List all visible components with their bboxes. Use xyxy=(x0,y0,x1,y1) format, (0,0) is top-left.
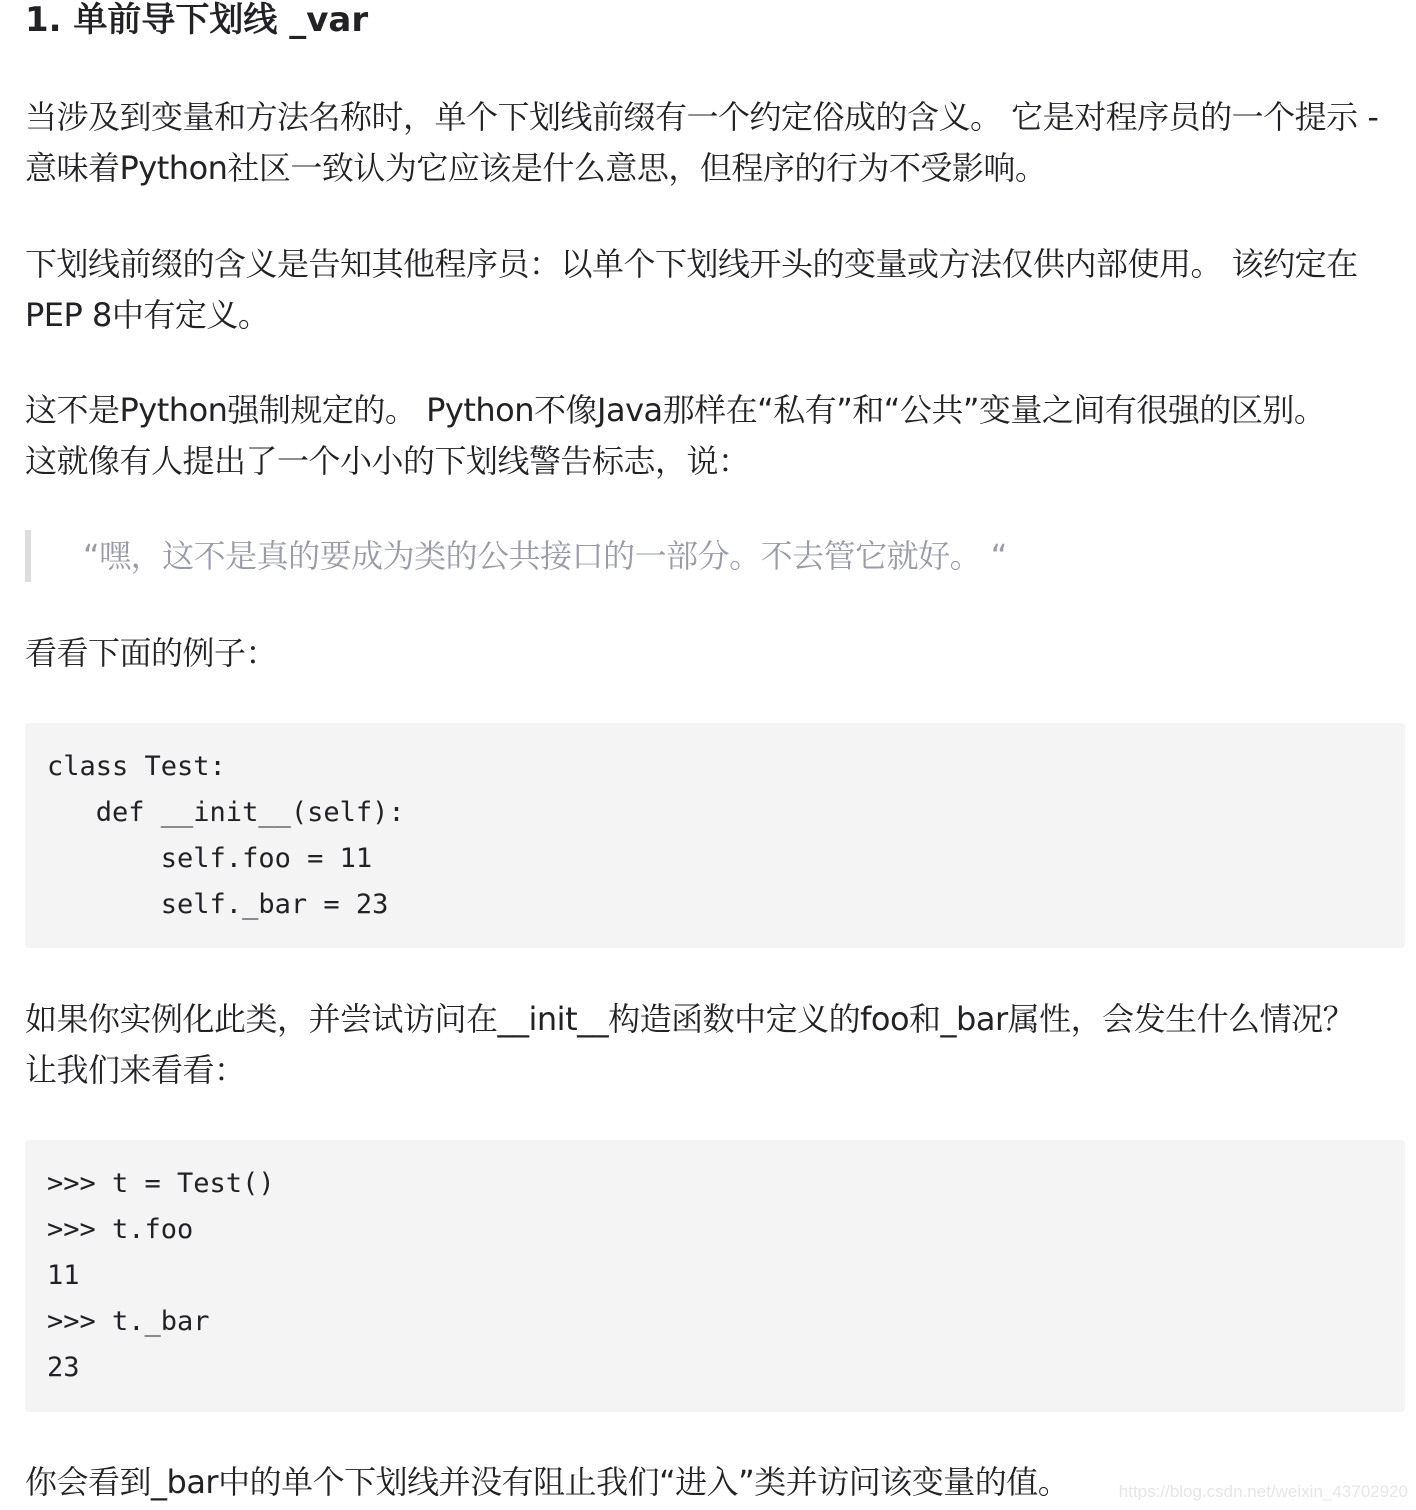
paragraph-line: 如果你实例化此类，并尝试访问在__init__构造函数中定义的foo和_bar属性，会发生什么情况？ xyxy=(25,1000,1355,1038)
code-line: self.foo = 11 xyxy=(47,843,373,874)
code-block-class-def xyxy=(25,723,1405,948)
section-heading: 1. 单前导下划线 _var xyxy=(25,0,369,40)
code-block-repl xyxy=(25,1140,1405,1412)
paragraph-example-intro xyxy=(25,628,1405,679)
code-line: class Test: xyxy=(47,751,226,782)
code-line: def __init__(self): xyxy=(47,797,405,828)
paragraph-line: 这不是Python强制规定的。 Python不像Java那样在“私有”和“公共”变量之间有很强的区别。 xyxy=(25,391,1326,429)
paragraph-line: 下划线前缀的含义是告知其他程序员：以单个下划线开头的变量或方法仅供内部使用。 该约定在 xyxy=(25,245,1358,283)
paragraph-line: 看看下面的例子： xyxy=(25,634,278,672)
paragraph-line: 让我们来看看： xyxy=(25,1051,246,1089)
code-line: >>> t = Test() xyxy=(47,1168,275,1199)
paragraph-line: 这就像有人提出了一个小小的下划线警告标志，说： xyxy=(25,442,750,480)
code-line: 23 xyxy=(47,1352,80,1383)
paragraph-question xyxy=(25,994,1405,1096)
paragraph-not-enforced xyxy=(25,385,1405,487)
watermark: https://blog.csdn.net/weixin_43702920 xyxy=(1118,1482,1408,1501)
blockquote: “嘿，这不是真的要成为类的公共接口的一部分。不去管它就好。 “ xyxy=(25,530,1405,582)
code-line: 11 xyxy=(47,1260,80,1291)
paragraph-meaning xyxy=(25,239,1405,341)
code-line: self._bar = 23 xyxy=(47,889,389,920)
paragraph-line: 你会看到_bar中的单个下划线并没有阻止我们“进入”类并访问该变量的值。 xyxy=(25,1463,1070,1501)
paragraph-line: 意味着Python社区一致认为它应该是什么意思，但程序的行为不受影响。 xyxy=(25,149,1047,187)
code-line: >>> t._bar xyxy=(47,1306,210,1337)
paragraph-line: PEP 8中有定义。 xyxy=(25,296,270,334)
code-line: >>> t.foo xyxy=(47,1214,194,1245)
paragraph-line: 当涉及到变量和方法名称时，单个下划线前缀有一个约定俗成的含义。 它是对程序员的一个提示 - xyxy=(25,98,1379,136)
paragraph-intro xyxy=(25,92,1405,194)
